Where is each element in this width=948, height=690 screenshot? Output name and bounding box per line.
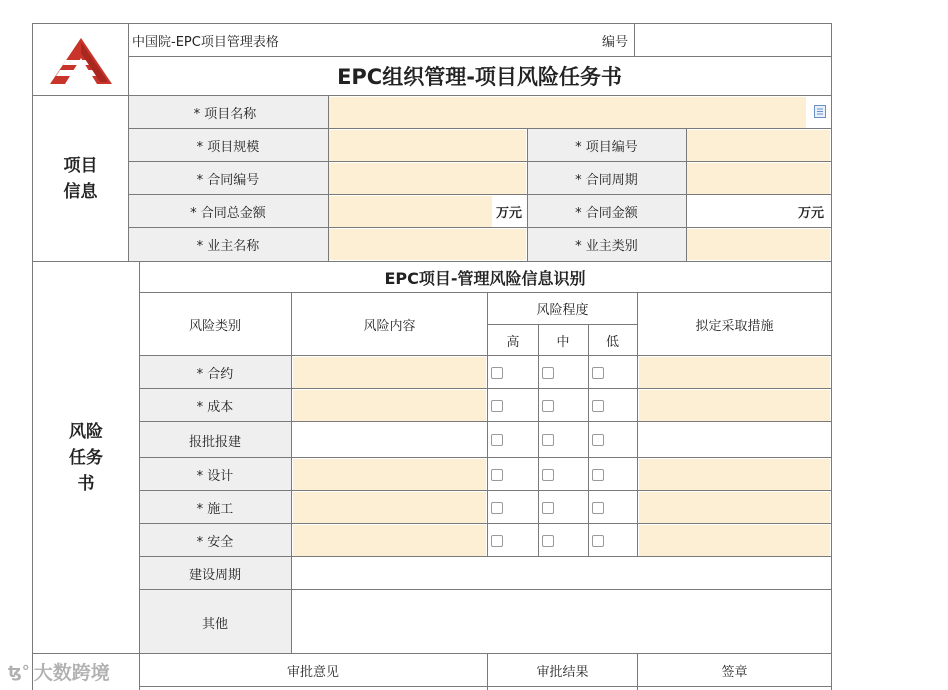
contract-total-input[interactable] <box>329 196 492 227</box>
project-info-section-label: 项目 信息 <box>63 155 98 202</box>
project-no-input[interactable] <box>687 130 830 161</box>
risk-section-label: 风险 任务 书 <box>69 422 103 494</box>
grid-line <box>128 227 831 228</box>
col-measures: 拟定采取措施 <box>695 319 774 334</box>
grid-line <box>33 261 831 262</box>
risk-mid-checkbox[interactable] <box>542 434 554 446</box>
grid-line <box>128 194 831 195</box>
risk-high-checkbox[interactable] <box>491 535 503 547</box>
contract-total-unit: 万元 <box>495 206 522 221</box>
grid-line <box>328 95 329 261</box>
grid-line <box>139 490 831 491</box>
number-field[interactable] <box>634 24 831 56</box>
grid-line <box>487 653 488 690</box>
logo <box>50 38 112 84</box>
contract-period-label: * 合同周期 <box>527 162 686 195</box>
grid-line <box>128 128 831 129</box>
approval-opinion-label: 审批意见 <box>286 664 339 680</box>
risk-measures-input[interactable] <box>639 423 830 457</box>
risk-mid-checkbox[interactable] <box>542 469 554 481</box>
list-icon[interactable] <box>814 105 826 118</box>
risk-measures-input[interactable] <box>639 525 830 556</box>
grid-line <box>139 523 831 524</box>
risk-content-input[interactable] <box>293 423 486 457</box>
owner-type-input[interactable] <box>687 229 830 260</box>
watermark-text: 大数跨境 <box>33 661 110 684</box>
col-low: 低 <box>605 335 619 350</box>
grid-line <box>33 653 831 654</box>
risk-measures-input[interactable] <box>639 492 830 523</box>
risk-low-checkbox[interactable] <box>592 367 604 379</box>
build-period-label: 建设周期 <box>139 557 291 590</box>
risk-row-label: * 安全 <box>139 524 291 557</box>
risk-content-input[interactable] <box>293 459 486 490</box>
risk-low-checkbox[interactable] <box>592 502 604 514</box>
risk-mid-checkbox[interactable] <box>542 535 554 547</box>
col-high: 高 <box>506 335 520 350</box>
grid-line <box>139 457 831 458</box>
risk-low-checkbox[interactable] <box>592 434 604 446</box>
owner-name-input[interactable] <box>329 229 526 260</box>
risk-row-label: * 合约 <box>139 356 291 389</box>
grid-line <box>128 161 831 162</box>
grid-line <box>139 686 831 687</box>
grid-line <box>291 292 292 653</box>
grid-line <box>588 324 589 556</box>
risk-low-checkbox[interactable] <box>592 535 604 547</box>
risk-content-input[interactable] <box>293 525 486 556</box>
grid-line <box>686 128 687 261</box>
build-period-input[interactable] <box>292 558 831 589</box>
grid-line <box>128 23 129 261</box>
contract-amount-label: * 合同金额 <box>527 195 686 228</box>
contract-total-label: * 合同总金额 <box>128 195 328 228</box>
risk-content-input[interactable] <box>293 492 486 523</box>
project-no-label: * 项目编号 <box>527 129 686 162</box>
owner-name-label: * 业主名称 <box>128 228 328 261</box>
grid-line <box>128 56 831 57</box>
grid-line <box>831 23 832 690</box>
grid-line <box>487 292 488 556</box>
grid-line <box>139 355 831 356</box>
grid-line <box>139 421 831 422</box>
contract-amount-unit: 万元 <box>797 206 824 221</box>
grid-line <box>538 324 539 556</box>
col-risk-level: 风险程度 <box>536 303 589 318</box>
project-scale-input[interactable] <box>329 130 526 161</box>
org-form-label: 中国院-EPC项目管理表格 <box>132 34 279 50</box>
risk-low-checkbox[interactable] <box>592 469 604 481</box>
grid-line <box>139 556 831 557</box>
approval-result-label: 审批结果 <box>536 664 589 680</box>
company-logo-icon <box>50 38 112 84</box>
page-title: EPC组织管理-项目风险任务书 <box>337 65 622 89</box>
grid-line <box>33 23 831 24</box>
risk-measures-input[interactable] <box>639 390 830 421</box>
grid-line <box>488 324 637 325</box>
risk-content-input[interactable] <box>293 390 486 421</box>
grid-line <box>637 653 638 690</box>
grid-line <box>139 388 831 389</box>
contract-no-label: * 合同编号 <box>128 162 328 195</box>
contract-no-input[interactable] <box>329 163 526 194</box>
project-scale-label: * 项目规模 <box>128 129 328 162</box>
risk-row-label: * 设计 <box>139 458 291 491</box>
col-risk-content: 风险内容 <box>363 319 416 334</box>
risk-high-checkbox[interactable] <box>491 469 503 481</box>
grid-line <box>527 128 528 261</box>
contract-period-input[interactable] <box>687 163 830 194</box>
risk-mid-checkbox[interactable] <box>542 400 554 412</box>
risk-high-checkbox[interactable] <box>491 367 503 379</box>
watermark-logo-icon: ꜩ° <box>8 661 30 681</box>
project-name-input[interactable] <box>329 97 806 128</box>
grid-line <box>637 292 638 556</box>
risk-row-label: 报批报建 <box>139 422 291 458</box>
grid-line <box>634 23 635 56</box>
risk-low-checkbox[interactable] <box>592 400 604 412</box>
watermark <box>8 657 110 685</box>
grid-line <box>32 23 33 690</box>
grid-line <box>139 261 140 690</box>
risk-measures-input[interactable] <box>639 357 830 388</box>
risk-mid-checkbox[interactable] <box>542 367 554 379</box>
grid-line <box>33 95 831 96</box>
number-label: 编号 <box>601 34 628 50</box>
risk-high-checkbox[interactable] <box>491 502 503 514</box>
grid-line <box>139 292 831 293</box>
project-name-label: * 项目名称 <box>128 96 328 129</box>
risk-mid-checkbox[interactable] <box>542 502 554 514</box>
risk-table-title: EPC项目-管理风险信息识别 <box>384 269 586 288</box>
owner-type-label: * 业主类别 <box>527 228 686 261</box>
risk-content-input[interactable] <box>293 357 486 388</box>
seal-label: 签章 <box>721 664 748 680</box>
other-label: 其他 <box>139 590 291 654</box>
risk-row-label: * 施工 <box>139 491 291 524</box>
risk-measures-input[interactable] <box>639 459 830 490</box>
other-input[interactable] <box>292 591 831 653</box>
col-risk-type: 风险类别 <box>188 319 241 334</box>
grid-line <box>139 589 831 590</box>
col-mid: 中 <box>556 335 570 350</box>
risk-row-label: * 成本 <box>139 389 291 422</box>
risk-high-checkbox[interactable] <box>491 400 503 412</box>
risk-high-checkbox[interactable] <box>491 434 503 446</box>
